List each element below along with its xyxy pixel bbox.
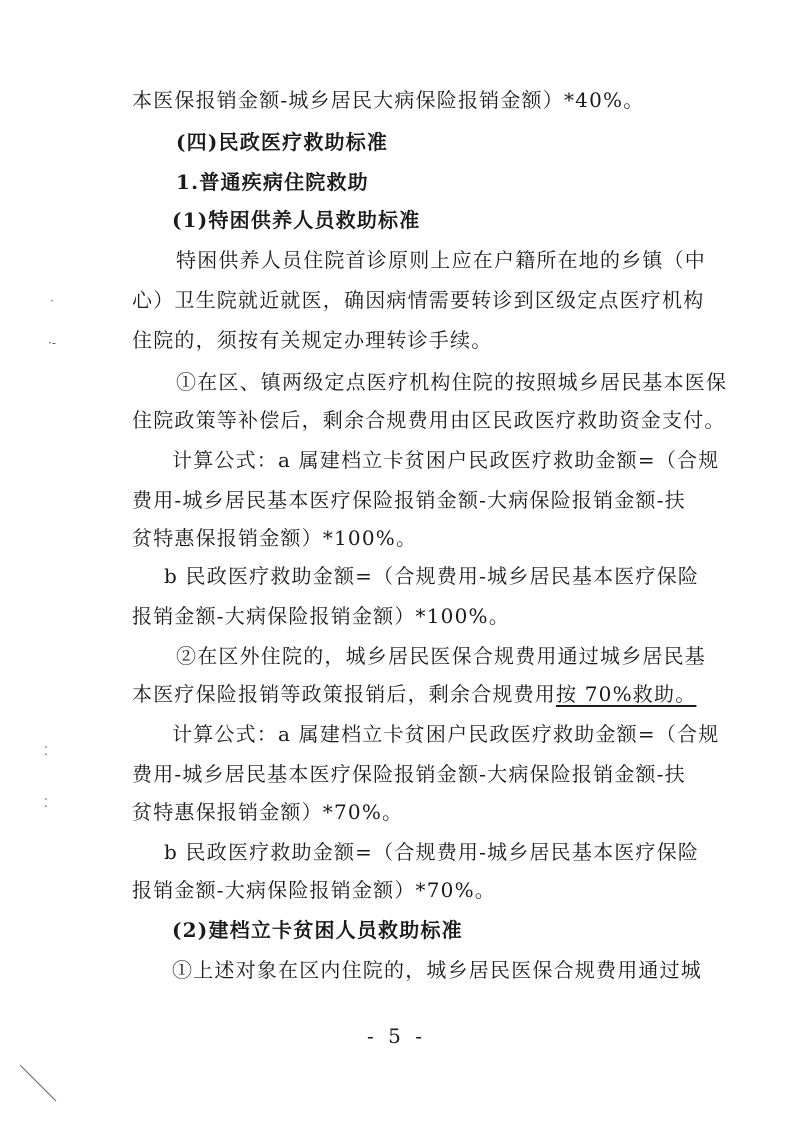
section-heading: (四)民政医疗救助标准 [176,130,389,154]
scan-speck: ⁚ [44,796,48,810]
subsection-heading: (2)建档立卡贫困人员救助标准 [172,918,463,942]
formula-line: 费用-城乡居民基本医疗保险报销金额-大病保险报销金额-扶 [132,488,686,512]
scan-speck: ˏ [50,288,54,302]
subsection-heading: (1)特困供养人员救助标准 [172,208,421,232]
formula-line: 报销金额-大病保险报销金额）*70%。 [132,878,497,902]
paragraph-line: ①在区、镇两级定点医疗机构住院的按照城乡居民基本医保 [176,370,728,394]
paragraph-line [132,680,696,708]
scan-scratch [20,1065,60,1105]
paragraph-line: 住院的，须按有关规定办理转诊手续。 [132,328,493,352]
paragraph-line: ②在区外住院的，城乡居民医保合规费用通过城乡居民基 [176,644,706,668]
formula-line: b 民政医疗救助金额=（合规费用-城乡居民基本医疗保险 [164,840,700,864]
scan-speck: ⁚ [44,744,48,758]
formula-line: b 民政医疗救助金额=（合规费用-城乡居民基本医疗保险 [164,564,700,588]
paragraph-line: 特困供养人员住院首诊原则上应在户籍所在地的乡镇（中 [176,248,706,272]
formula-line: 贫特惠保报销金额）*70%。 [132,800,404,824]
underlined-text: 按 70%救助。 [556,682,697,706]
formula-line: 计算公式：a 属建档立卡贫困户民政医疗救助金额=（合规 [172,722,720,746]
formula-line: 贫特惠保报销金额）*100%。 [132,526,418,550]
formula-line: 计算公式：a 属建档立卡贫困户民政医疗救助金额=（合规 [172,448,720,472]
formula-line: 费用-城乡居民基本医疗保险报销金额-大病保险报销金额-扶 [132,762,686,786]
paragraph-text: 本医疗保险报销等政策报销后，剩余合规费用 [132,682,556,706]
paragraph-line: 住院政策等补偿后，剩余合规费用由区民政医疗救助资金支付。 [132,408,726,432]
formula-line: 报销金额-大病保险报销金额）*100%。 [132,604,510,628]
subsection-heading: 1.普通疾病住院救助 [176,170,369,194]
paragraph-line: 心）卫生院就近就医，确因病情需要转诊到区级定点医疗机构 [132,288,705,312]
paragraph-line: 本医保报销金额-城乡居民大病保险报销金额）*40%。 [132,88,645,112]
scan-speck: ·- [48,336,56,350]
paragraph-line: ①上述对象在区内住院的，城乡居民医保合规费用通过城 [172,958,702,982]
page-number: - 5 - [367,1024,426,1048]
